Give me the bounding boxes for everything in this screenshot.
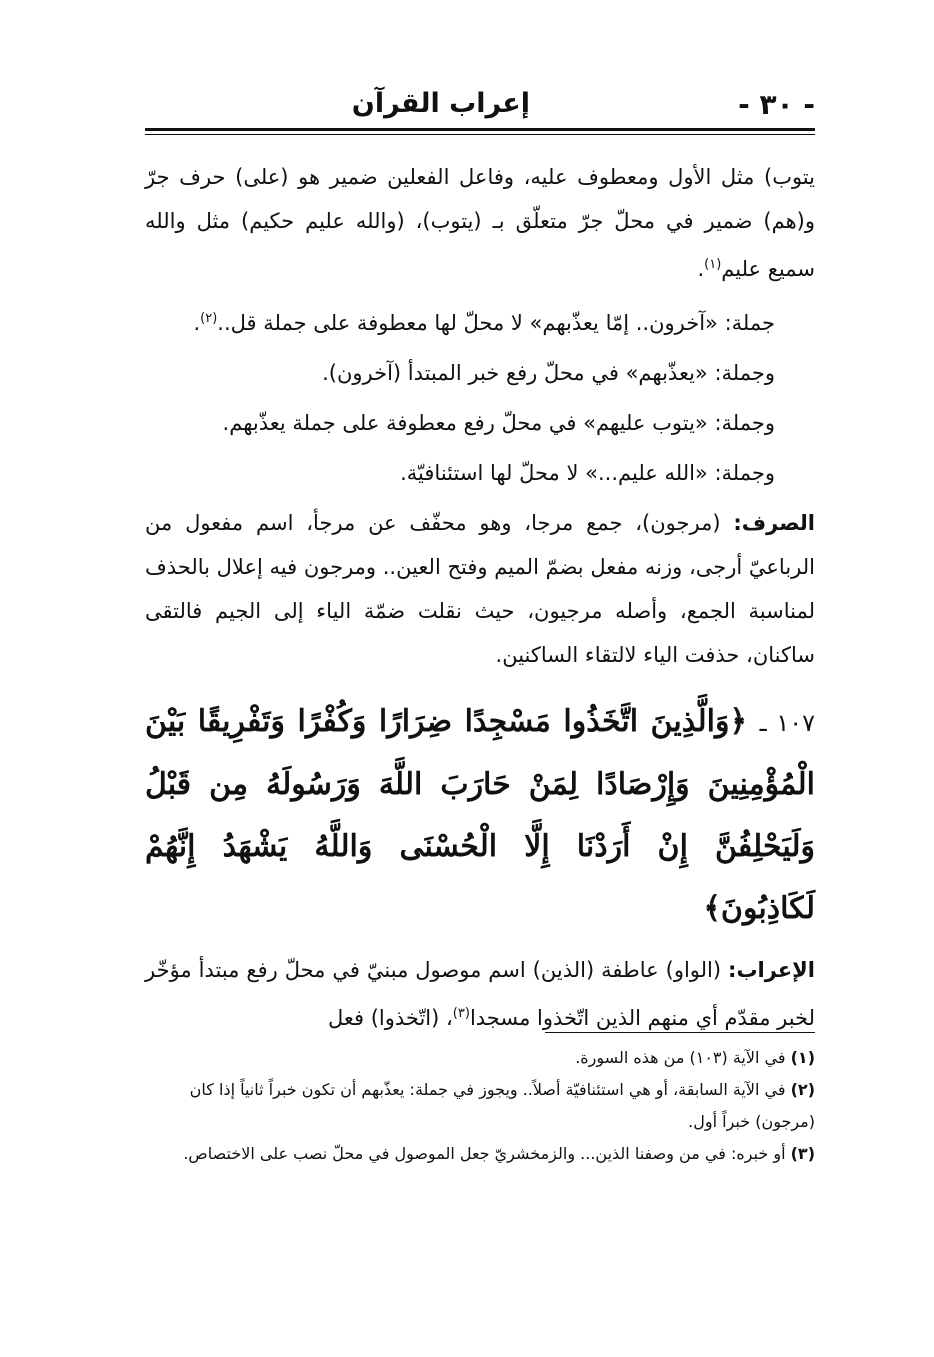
footnote-text: في الآية السابقة، أو هي استئنافيّة أصلاً.. ويجوز في جملة: يعذّبهم أن تكون خبراً ثانياً إذا كان (مرجون) خبراً أول.	[189, 1080, 815, 1131]
paragraph: وجملة: «الله عليم...» لا محلّ لها استئنافيّة.	[400, 461, 775, 485]
paragraph-end: ، (اتّخذوا) فعل	[327, 1006, 453, 1030]
footnote-number: (٢)	[790, 1080, 815, 1099]
paragraph: وجملة: «يعذّبهم» في محلّ رفع خبر المبتدأ (آخرون).	[322, 361, 775, 385]
page-number: - ٣٠ -	[738, 88, 815, 121]
verse-text: ﴿وَالَّذِينَ اتَّخَذُوا مَسْجِدًا ضِرَارًا وَكُفْرًا وَتَفْرِيقًا بَيْنَ الْمُؤْمِنِينَ وَإِرْصَادًا لِمَنْ حَارَبَ اللَّهَ وَرَسُولَهُ مِن قَبْلُ وَلَيَحْلِفُنَّ إِنْ أَرَدْنَا إِلَّا الْحُسْنَى وَاللَّهُ يَشْهَدُ إِنَّهُمْ لَكَاذِبُونَ﴾	[145, 704, 815, 926]
footnote-ref[interactable]: (٢)	[200, 311, 218, 326]
section-label: الصرف:	[733, 511, 815, 535]
footnote-number: (٣)	[790, 1144, 815, 1163]
paragraph-end: .	[193, 311, 201, 335]
main-text	[145, 155, 815, 1046]
footnote	[145, 1042, 815, 1074]
footnote-ref[interactable]: (٣)	[452, 1006, 470, 1021]
footnote-number: (١)	[790, 1048, 815, 1067]
paragraph	[145, 297, 815, 345]
paragraph	[145, 501, 815, 677]
sentence-label: جملة:	[724, 311, 775, 335]
header-rule	[145, 128, 815, 131]
footnote-ref[interactable]: (١)	[704, 257, 722, 272]
footnote	[145, 1138, 815, 1170]
paragraph	[145, 155, 815, 291]
section-label: الإعراب:	[728, 958, 815, 982]
footnote-text: أو خبره: في من وصفنا الذين... والزمخشريّ جعل الموصول في محلّ نصب على الاختصاص.	[183, 1144, 791, 1163]
paragraph-text: «آخرون.. إمّا يعذّبهم» لا محلّ لها معطوفة على جملة قل..	[217, 311, 725, 335]
verse-number: ١٠٧ ـ	[759, 709, 815, 737]
footnote	[145, 1074, 815, 1138]
paragraph-text: (مرجون)، جمع مرجا، وهو محفّف عن مرجأ، اسم مفعول من الرباعيّ أرجى، وزنه مفعل بضمّ الميم وفتح العين.. ومرجون فيه إعلال بالحذف لمناسبة الجمع، وأصله مرجيون، حيث نقلت ضمّة الياء إلى الجيم فالتقى ساكنان، حذفت الياء لالتقاء الساكنين.	[145, 511, 815, 667]
header-rule-thin	[145, 134, 815, 135]
page-header	[145, 82, 815, 132]
footnote-text: في الآية (١٠٣) من هذه السورة.	[575, 1048, 791, 1067]
footnotes	[145, 1042, 815, 1170]
paragraph-text: (الواو) عاطفة (الذين) اسم موصول مبنيّ في محلّ رفع مبتدأ مؤخّر لخبر مقدّم أي منهم الذين اتّخذوا مسجدا	[145, 958, 815, 1030]
quran-verse	[145, 691, 815, 940]
paragraph-end: .	[697, 257, 705, 281]
paragraph	[145, 948, 815, 1040]
running-title: إعراب القرآن	[351, 88, 530, 119]
paragraph-text: يتوب) مثل الأول ومعطوف عليه، وفاعل الفعلين ضمير هو (على) حرف جرّ و(هم) ضمير في محلّ جرّ متعلّق بـ (يتوب)، (والله عليم حكيم) مثل والله سميع عليم	[145, 165, 815, 281]
paragraph: وجملة: «يتوب عليهم» في محلّ رفع معطوفة على جملة يعذّبهم.	[222, 411, 775, 435]
footnote-rule	[545, 1032, 815, 1033]
